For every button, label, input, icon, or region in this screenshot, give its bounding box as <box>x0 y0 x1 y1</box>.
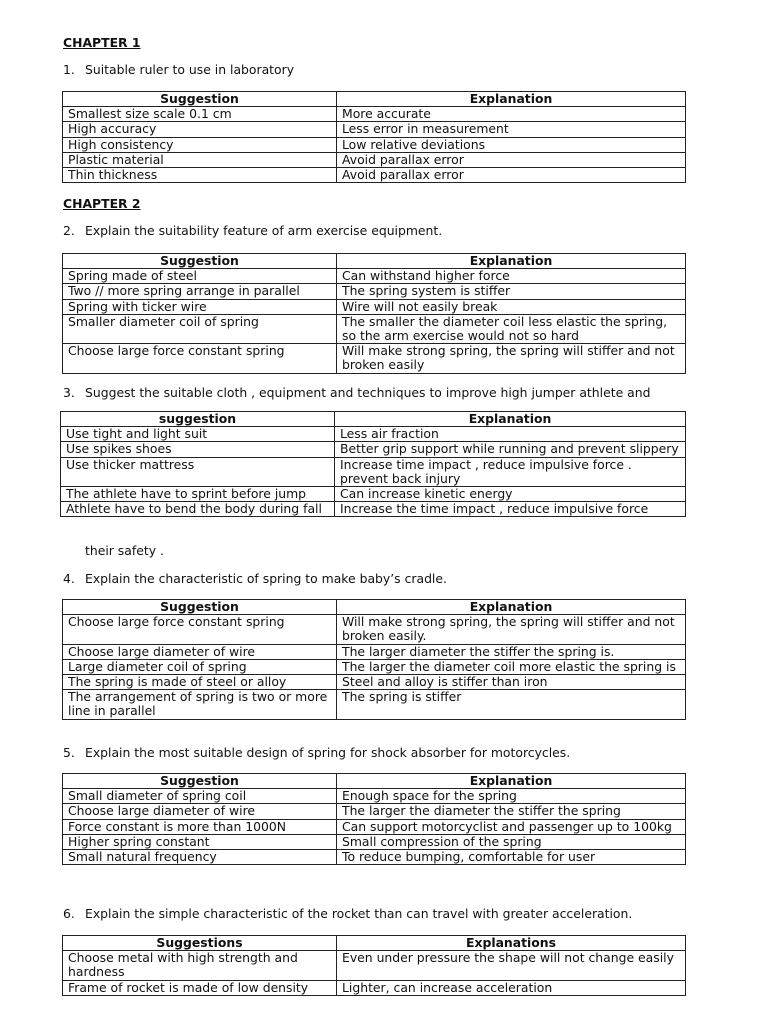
header-explanation: Explanation <box>337 774 686 789</box>
table-row <box>63 659 686 674</box>
suggestion-cell: Frame of rocket is made of low density <box>63 980 337 995</box>
table-header-row <box>61 412 686 427</box>
suggestion-cell: Use spikes shoes <box>61 442 335 457</box>
table-row <box>63 980 686 995</box>
table-row <box>63 690 686 719</box>
explanation-cell: Lighter, can increase acceleration <box>337 980 686 995</box>
table-row <box>63 951 686 980</box>
suggestion-cell: Spring with ticker wire <box>63 299 337 314</box>
suggestion-cell: High accuracy <box>63 122 337 137</box>
question-number: 4. <box>63 571 75 586</box>
question-1 <box>63 62 294 77</box>
explanation-cell: Even under pressure the shape will not change easily <box>337 951 686 980</box>
header-suggestion: Suggestion <box>63 600 337 615</box>
header-explanations: Explanations <box>337 936 686 951</box>
table-row <box>61 487 686 502</box>
header-suggestions: Suggestions <box>63 936 337 951</box>
header-explanation: Explanation <box>335 412 686 427</box>
table-row <box>61 502 686 517</box>
explanation-cell: The spring is stiffer <box>337 690 686 719</box>
table-row <box>63 299 686 314</box>
explanation-cell: To reduce bumping, comfortable for user <box>337 850 686 865</box>
explanation-cell: Low relative deviations <box>337 137 686 152</box>
suggestion-cell: Thin thickness <box>63 168 337 183</box>
explanation-cell: Will make strong spring, the spring will stiffer and not broken easily <box>337 344 686 373</box>
explanation-cell: The smaller the diameter coil less elastic the spring, so the arm exercise would not so hard <box>337 314 686 343</box>
suggestion-cell: Small diameter of spring coil <box>63 789 337 804</box>
table-q2 <box>62 253 686 374</box>
table-row <box>63 137 686 152</box>
header-explanation: Explanation <box>337 92 686 107</box>
chapter-1-heading: CHAPTER 1 <box>63 35 141 50</box>
table-row <box>63 615 686 644</box>
suggestion-cell: Smaller diameter coil of spring <box>63 314 337 343</box>
explanation-cell: Less air fraction <box>335 427 686 442</box>
table-row <box>63 152 686 167</box>
suggestion-cell: Plastic material <box>63 152 337 167</box>
table-row <box>61 457 686 486</box>
header-explanation: Explanation <box>337 254 686 269</box>
explanation-cell: The larger the diameter the stiffer the spring <box>337 804 686 819</box>
suggestion-cell: Use tight and light suit <box>61 427 335 442</box>
table-row <box>63 850 686 865</box>
header-suggestion: Suggestion <box>63 92 337 107</box>
suggestion-cell: The arrangement of spring is two or more line in parallel <box>63 690 337 719</box>
question-number: 2. <box>63 223 75 238</box>
explanation-cell: The larger diameter the stiffer the spring is. <box>337 644 686 659</box>
suggestion-cell: Force constant is more than 1000N <box>63 819 337 834</box>
suggestion-cell: Spring made of steel <box>63 269 337 284</box>
suggestion-cell: The athlete have to sprint before jump <box>61 487 335 502</box>
question-3 <box>63 385 650 400</box>
table-header-row <box>63 254 686 269</box>
table-header-row <box>63 774 686 789</box>
suggestion-cell: Higher spring constant <box>63 834 337 849</box>
explanation-cell: Enough space for the spring <box>337 789 686 804</box>
table-q1 <box>62 91 686 183</box>
header-explanation: Explanation <box>337 600 686 615</box>
chapter-2-heading: CHAPTER 2 <box>63 196 141 211</box>
question-text: Suitable ruler to use in laboratory <box>85 62 295 77</box>
question-number: 5. <box>63 745 75 760</box>
table-row <box>63 269 686 284</box>
explanation-cell: The spring system is stiffer <box>337 284 686 299</box>
question-4 <box>63 571 447 586</box>
explanation-cell: Will make strong spring, the spring will stiffer and not broken easily. <box>337 615 686 644</box>
explanation-cell: Increase time impact , reduce impulsive force . prevent back injury <box>335 457 686 486</box>
suggestion-cell: Choose large diameter of wire <box>63 804 337 819</box>
explanation-cell: Can support motorcyclist and passenger up to 100kg <box>337 819 686 834</box>
header-suggestion: Suggestion <box>63 774 337 789</box>
suggestion-cell: Two // more spring arrange in parallel <box>63 284 337 299</box>
table-row <box>63 789 686 804</box>
question-text: Explain the most suitable design of spring for shock absorber for motorcycles. <box>85 745 571 760</box>
table-row <box>63 644 686 659</box>
table-row <box>63 804 686 819</box>
question-number: 1. <box>63 62 75 77</box>
suggestion-cell: Choose large force constant spring <box>63 615 337 644</box>
question-text: Explain the suitability feature of arm exercise equipment. <box>85 223 443 238</box>
explanation-cell: Less error in measurement <box>337 122 686 137</box>
table-q3 <box>60 411 686 517</box>
suggestion-cell: The spring is made of steel or alloy <box>63 675 337 690</box>
suggestion-cell: Athlete have to bend the body during fall <box>61 502 335 517</box>
table-row <box>63 107 686 122</box>
question-number: 3. <box>63 385 75 400</box>
table-row <box>61 427 686 442</box>
suggestion-cell: Choose large force constant spring <box>63 344 337 373</box>
explanation-cell: Steel and alloy is stiffer than iron <box>337 675 686 690</box>
explanation-cell: Small compression of the spring <box>337 834 686 849</box>
question-5 <box>63 745 570 760</box>
suggestion-cell: Smallest size scale 0.1 cm <box>63 107 337 122</box>
table-header-row <box>63 600 686 615</box>
table-row <box>63 284 686 299</box>
question-text: Suggest the suitable cloth , equipment and techniques to improve high jumper athlete and <box>85 385 651 400</box>
question-number: 6. <box>63 906 75 921</box>
explanation-cell: Wire will not easily break <box>337 299 686 314</box>
table-q5 <box>62 773 686 865</box>
explanation-cell: The larger the diameter coil more elastic the spring is <box>337 659 686 674</box>
table-row <box>63 168 686 183</box>
table-row <box>63 314 686 343</box>
suggestion-cell: Large diameter coil of spring <box>63 659 337 674</box>
question-3-continuation: their safety . <box>85 543 164 558</box>
question-text: Explain the characteristic of spring to make baby’s cradle. <box>85 571 447 586</box>
table-q6 <box>62 935 686 996</box>
explanation-cell: More accurate <box>337 107 686 122</box>
explanation-cell: Better grip support while running and prevent slippery <box>335 442 686 457</box>
explanation-cell: Can increase kinetic energy <box>335 487 686 502</box>
question-6 <box>63 906 632 921</box>
question-text: Explain the simple characteristic of the rocket than can travel with greater acceleration. <box>85 906 633 921</box>
suggestion-cell: High consistency <box>63 137 337 152</box>
header-suggestion: suggestion <box>61 412 335 427</box>
suggestion-cell: Small natural frequency <box>63 850 337 865</box>
suggestion-cell: Choose large diameter of wire <box>63 644 337 659</box>
table-header-row <box>63 92 686 107</box>
explanation-cell: Increase the time impact , reduce impulsive force <box>335 502 686 517</box>
explanation-cell: Avoid parallax error <box>337 168 686 183</box>
table-header-row <box>63 936 686 951</box>
table-row <box>61 442 686 457</box>
table-row <box>63 344 686 373</box>
table-row <box>63 819 686 834</box>
suggestion-cell: Use thicker mattress <box>61 457 335 486</box>
question-2 <box>63 223 442 238</box>
explanation-cell: Avoid parallax error <box>337 152 686 167</box>
explanation-cell: Can withstand higher force <box>337 269 686 284</box>
table-row <box>63 675 686 690</box>
table-q4 <box>62 599 686 720</box>
header-suggestion: Suggestion <box>63 254 337 269</box>
suggestion-cell: Choose metal with high strength and hardness <box>63 951 337 980</box>
table-row <box>63 122 686 137</box>
table-row <box>63 834 686 849</box>
